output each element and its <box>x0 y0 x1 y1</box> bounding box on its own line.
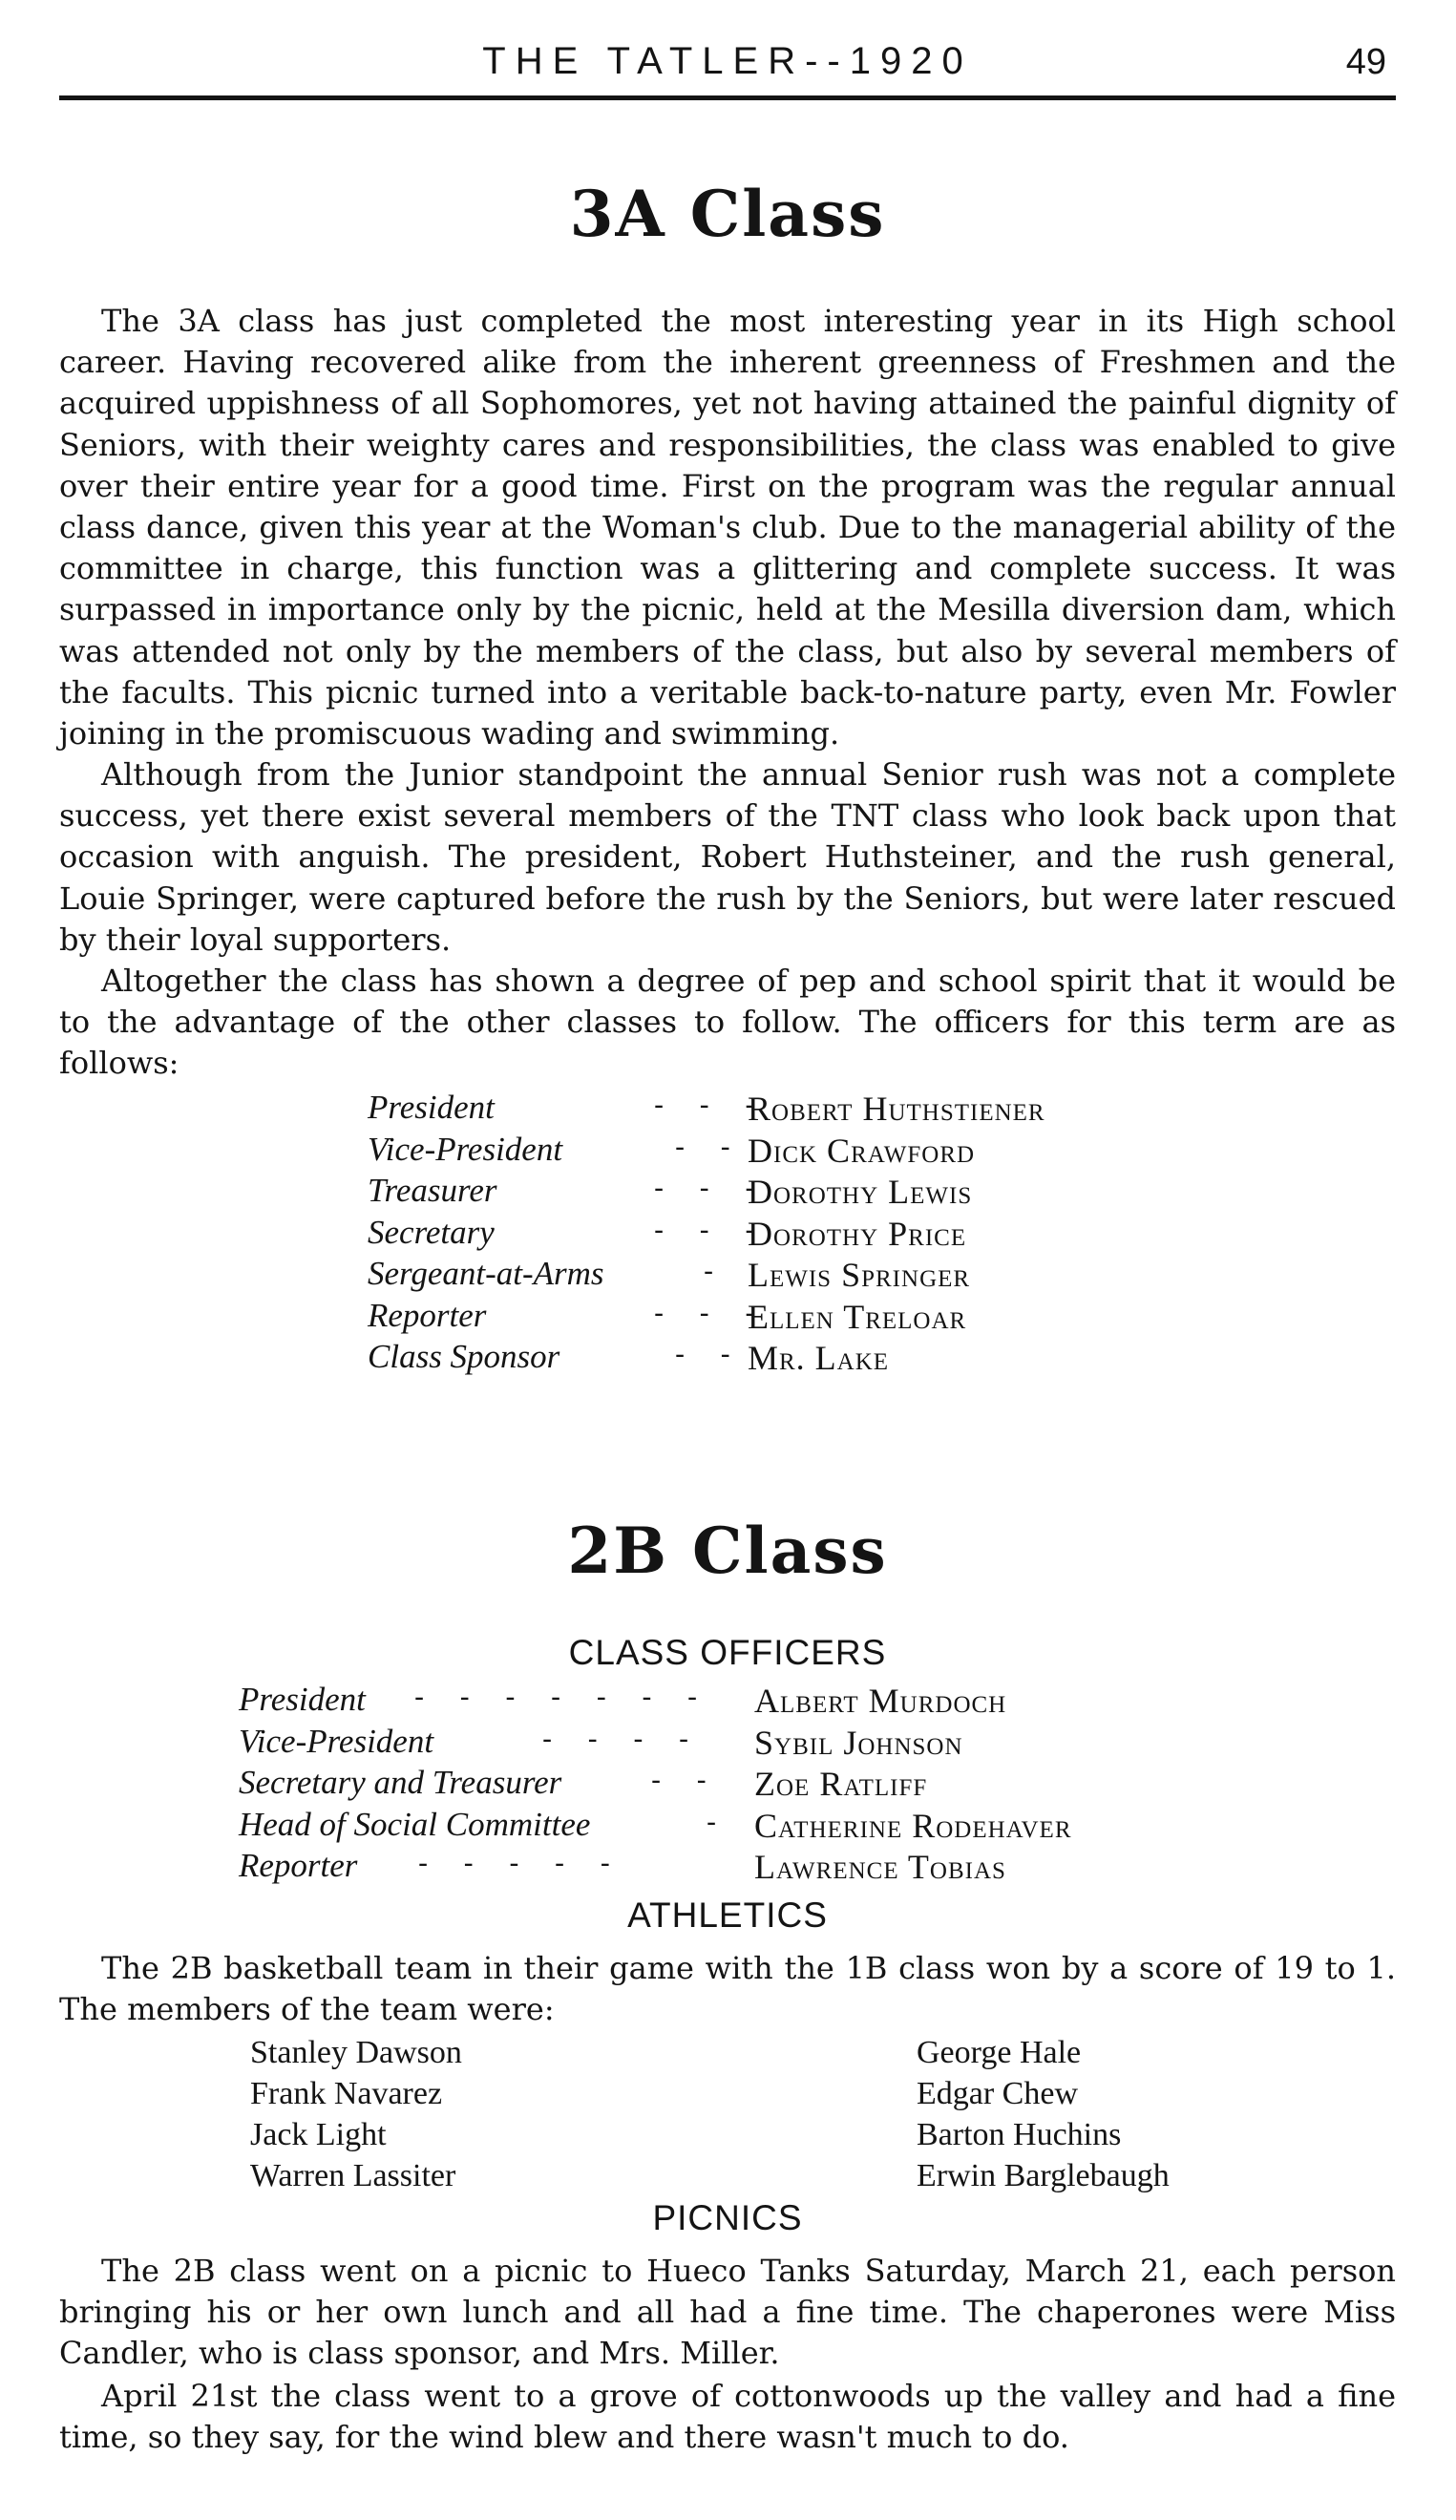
page-number: 49 <box>1345 42 1386 82</box>
officer-row <box>368 1089 1227 1131</box>
player-name: Edgar Chew <box>917 2076 1079 2111</box>
officer-name: Dorothy Price <box>748 1214 967 1253</box>
athletics-heading: ATHLETICS <box>627 1895 828 1935</box>
officer-name: Mr. Lake <box>748 1339 890 1377</box>
officer-role: Vice-President <box>368 1130 563 1168</box>
officer-dashes: - - - - - <box>418 1847 623 1880</box>
officer-role: Vice-President <box>239 1722 434 1760</box>
officer-role: Reporter <box>368 1296 487 1334</box>
picnics-paragraph-2: April 21st the class went to a grove of cottonwoods up the valley and had a fine time, so they say, for the wind blew and there wasn't much to do. <box>59 2378 1396 2456</box>
officer-row <box>368 1131 1227 1173</box>
officer-dashes: - - <box>651 1764 720 1797</box>
officer-name: Albert Murdoch <box>754 1682 1007 1720</box>
player-name: Warren Lassiter <box>250 2158 456 2193</box>
player-name: Erwin Barglebaugh <box>917 2158 1170 2193</box>
officer-role: Secretary <box>368 1213 495 1251</box>
officer-role: Treasurer <box>368 1172 497 1209</box>
officer-dashes: - - - - <box>542 1722 703 1756</box>
officer-row <box>368 1297 1227 1339</box>
picnics-paragraph-1: The 2B class went on a picnic to Hueco Tanks Saturday, March 21, each person bringing his or her own lunch and all had a fine time. The chaperones were Miss Candler, who is class sponsor, and Mrs. Miller. <box>59 2253 1396 2372</box>
player-name: Jack Light <box>250 2117 387 2152</box>
officer-role: Secretary and Treasurer <box>239 1764 562 1801</box>
officer-dashes: - <box>704 1255 728 1288</box>
officer-row <box>368 1172 1227 1214</box>
header-rule <box>59 95 1396 100</box>
officer-role: Class Sponsor <box>368 1338 560 1375</box>
player-name: Stanley Dawson <box>250 2035 462 2070</box>
athletics-paragraph: The 2B basketball team in their game with the 1B class won by a score of 19 to 1. The members of the team were: <box>59 1950 1396 2028</box>
officer-name: Robert Huthstiener <box>748 1090 1045 1128</box>
officers-list-3a <box>368 1089 1227 1380</box>
officer-row <box>368 1338 1227 1380</box>
running-title: THE TATLER--1920 <box>482 40 973 82</box>
officer-dashes: - - - <box>654 1213 769 1247</box>
section-title-2b: 2B Class <box>567 1514 888 1588</box>
officer-row <box>368 1255 1227 1297</box>
officer-dashes: - - - <box>654 1296 769 1330</box>
officer-name: Sybil Johnson <box>754 1723 963 1762</box>
officer-dashes: - - - <box>654 1172 769 1205</box>
officer-name: Ellen Treloar <box>748 1297 967 1336</box>
officer-name: Catherine Rodehaver <box>754 1806 1072 1845</box>
player-name: Barton Huchins <box>917 2117 1122 2152</box>
officer-row <box>239 1681 1289 1723</box>
paragraph-3a-2: Although from the Junior standpoint the annual Senior rush was not a complete success, yet there exist several members of the TNT class who look back upon that occasion with anguish. The president, Robert Huthsteiner, and the rush general, Louie Springer, were captured before the rush by the Seniors, but were later rescued by their loyal supporters. <box>59 756 1396 958</box>
officer-dashes: - <box>707 1805 730 1839</box>
officer-row <box>239 1806 1289 1848</box>
officer-name: Lawrence Tobias <box>754 1848 1006 1886</box>
officer-role: President <box>239 1681 366 1718</box>
officer-dashes: - - - - - - - <box>414 1681 711 1714</box>
paragraph-3a-1: The 3A class has just completed the most interesting year in its High school career. Having recovered alike from the inherent greenness of Freshmen and the acquired uppishness of all Sophomores, yet not having attained the painful dignity of Seniors, with their weighty cares and responsibilities, the class was enabled to give over their entire year for a good time. First on the program was the regular annual class dance, given this year at the Woman's club. Due to the managerial ability of the committee in charge, this function was a glittering and complete success. It was surpassed in importance only by the picnic, held at the Mesilla diversion dam, which was attended not only by the members of the class, but also by several members of the facults. This picnic turned into a veritable back-to-nature party, even Mr. Fowler joining in the promiscuous wading and swimming. <box>59 303 1396 752</box>
officer-dashes: - - <box>675 1338 744 1371</box>
players-left-column <box>250 2032 462 2196</box>
officers-list-2b <box>239 1681 1289 1889</box>
running-head <box>59 34 1396 92</box>
player-name: Frank Navarez <box>250 2076 443 2111</box>
officer-dashes: - - - <box>654 1089 769 1122</box>
section-title-3a: 3A Class <box>569 177 886 251</box>
officer-row <box>239 1723 1289 1765</box>
officer-role: Head of Social Committee <box>239 1805 591 1843</box>
officer-row <box>239 1764 1289 1806</box>
players-right-column <box>917 2032 1170 2196</box>
officer-role: Sergeant-at-Arms <box>368 1255 604 1292</box>
officer-row <box>239 1847 1289 1889</box>
player-name: George Hale <box>917 2035 1082 2070</box>
officer-dashes: - - <box>675 1130 744 1164</box>
officer-name: Dorothy Lewis <box>748 1173 973 1211</box>
officer-name: Lewis Springer <box>748 1256 971 1294</box>
officer-row <box>368 1214 1227 1256</box>
officer-name: Dick Crawford <box>748 1131 976 1170</box>
officer-role: Reporter <box>239 1847 358 1884</box>
officer-name: Zoe Ratliff <box>754 1765 928 1803</box>
picnics-heading: PICNICS <box>652 2198 803 2237</box>
class-officers-heading: CLASS OFFICERS <box>568 1633 887 1672</box>
paragraph-3a-3: Altogether the class has shown a degree of pep and school spirit that it would be to the advantage of the other classes to follow. The officers for this term are as follows: <box>59 963 1396 1082</box>
officer-role: President <box>368 1089 495 1126</box>
